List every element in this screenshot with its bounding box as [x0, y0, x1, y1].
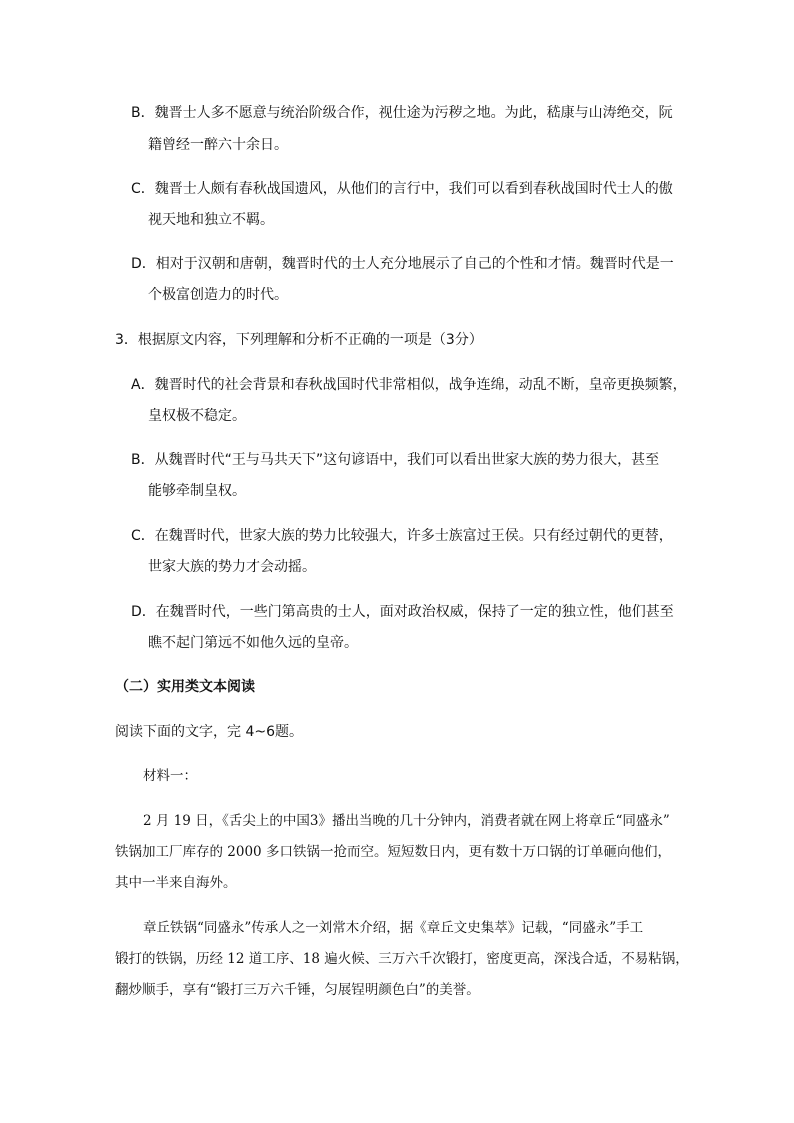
material-label: 材料一：	[143, 768, 197, 784]
material-p2-line3: 翻炒顺手，享有“锻打三万六千锤，匀展锃明颜色白”的美誉。	[115, 982, 480, 998]
q3-stem: 3．根据原文内容，下列理解和分析不正确的一项是（3分）	[115, 332, 483, 348]
q2-option-c-line2: 视天地和独立不羁。	[148, 212, 274, 228]
q2-option-d-line1: D．相对于汉朝和唐朝，魏晋时代的士人充分地展示了自己的个性和才情。魏晋时代是一	[131, 256, 674, 272]
section-instruction: 阅读下面的文字，完 4~6题。	[115, 724, 303, 740]
q2-option-b-line2: 籍曾经一醉六十余日。	[148, 137, 288, 153]
material-p1-line2: 铁锅加工厂库存的 2000 多口铁锅一抢而空。短短数日内，更有数十万口锅的订单砸向他们，	[115, 844, 671, 860]
q3-option-b-line1: B．从魏晋时代“王与马共天下”这句谚语中，我们可以看出世家大族的势力很大，甚至	[131, 452, 660, 468]
material-p1-line3: 其中一半来自海外。	[115, 875, 237, 891]
q2-option-b-line1: B．魏晋士人多不愿意与统治阶级合作，视仕途为污秽之地。为此，嵇康与山涛绝交，阮	[131, 105, 673, 121]
q3-option-d-line2: 瞧不起门第远不如他久远的皇帝。	[148, 635, 358, 651]
material-p2-line1: 章丘铁锅“同盛永”传承人之一刘常木介绍，据《章丘文史集萃》记载，“同盛永”手工	[143, 920, 644, 936]
q3-option-a-line1: A．魏晋时代的社会背景和春秋战国时代非常相似，战争连绵，动乱不断，皇帝更换频繁，	[131, 377, 687, 393]
q3-option-a-line2: 皇权极不稳定。	[148, 408, 246, 424]
q2-option-c-line1: C．魏晋士人颇有春秋战国遗风，从他们的言行中，我们可以看到春秋战国时代士人的傲	[131, 181, 673, 197]
section-heading: （二）实用类文本阅读	[115, 679, 255, 695]
q3-option-c-line1: C．在魏晋时代，世家大族的势力比较强大，许多士族富过王侯。只有经过朝代的更替，	[131, 528, 673, 544]
q3-option-c-line2: 世家大族的势力才会动摇。	[148, 559, 316, 575]
material-p1-line1: 2 月 19 日，《舌尖上的中国3》播出当晚的几十分钟内，消费者就在网上将章丘“同盛永”	[143, 813, 670, 829]
q3-option-b-line2: 能够牵制皇权。	[148, 483, 246, 499]
q3-option-d-line1: D．在魏晋时代，一些门第高贵的士人，面对政治权威，保持了一定的独立性，他们甚至	[131, 604, 674, 620]
material-p2-line2: 锻打的铁锅，历经 12 道工序、18 遍火候、三万六千次锻打，密度更高，深浅合适，不易粘锅，	[115, 951, 689, 967]
q2-option-d-line2: 个极富创造力的时代。	[148, 287, 288, 303]
